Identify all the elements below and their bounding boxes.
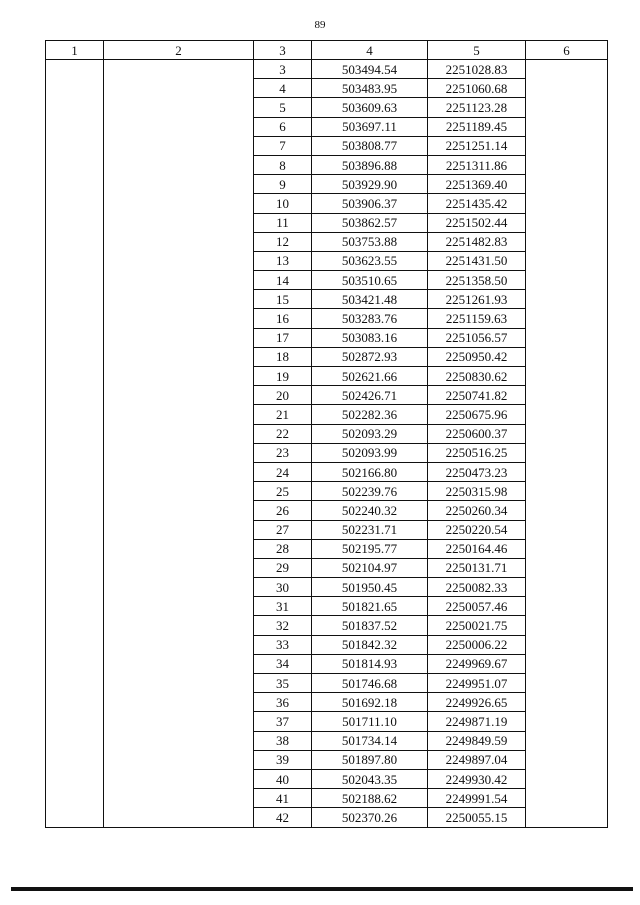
point-number-cell: 3: [254, 60, 312, 79]
y-coordinate-cell: 2250950.42: [428, 347, 526, 366]
y-coordinate-cell: 2249897.04: [428, 750, 526, 769]
point-number-cell: 15: [254, 290, 312, 309]
y-coordinate-cell: 2250315.98: [428, 482, 526, 501]
y-coordinate-cell: 2251435.42: [428, 194, 526, 213]
x-coordinate-cell: 501746.68: [312, 674, 428, 693]
x-coordinate-cell: 502188.62: [312, 789, 428, 808]
point-number-cell: 23: [254, 443, 312, 462]
x-coordinate-cell: 503510.65: [312, 271, 428, 290]
y-coordinate-cell: 2251261.93: [428, 290, 526, 309]
col-2-cell: [104, 60, 254, 828]
y-coordinate-cell: 2250164.46: [428, 539, 526, 558]
y-coordinate-cell: 2250082.33: [428, 578, 526, 597]
x-coordinate-cell: 501734.14: [312, 731, 428, 750]
point-number-cell: 42: [254, 808, 312, 827]
x-coordinate-cell: 503753.88: [312, 232, 428, 251]
x-coordinate-cell: 502231.71: [312, 520, 428, 539]
x-coordinate-cell: 502093.99: [312, 443, 428, 462]
x-coordinate-cell: 502872.93: [312, 347, 428, 366]
x-coordinate-cell: 502104.97: [312, 558, 428, 577]
x-coordinate-cell: 503697.11: [312, 117, 428, 136]
point-number-cell: 22: [254, 424, 312, 443]
x-coordinate-cell: 503929.90: [312, 175, 428, 194]
y-coordinate-cell: 2250220.54: [428, 520, 526, 539]
column-header-1: 1: [46, 41, 104, 60]
x-coordinate-cell: 501711.10: [312, 712, 428, 731]
point-number-cell: 30: [254, 578, 312, 597]
point-number-cell: 10: [254, 194, 312, 213]
coordinates-table: [45, 40, 608, 828]
y-coordinate-cell: 2249969.67: [428, 654, 526, 673]
point-number-cell: 41: [254, 789, 312, 808]
x-coordinate-cell: 502195.77: [312, 539, 428, 558]
x-coordinate-cell: 503283.76: [312, 309, 428, 328]
x-coordinate-cell: 503494.54: [312, 60, 428, 79]
page-number: 89: [314, 19, 326, 31]
x-coordinate-cell: 503421.48: [312, 290, 428, 309]
y-coordinate-cell: 2251189.45: [428, 117, 526, 136]
header-row: [46, 41, 608, 60]
y-coordinate-cell: 2251028.83: [428, 60, 526, 79]
y-coordinate-cell: 2251123.28: [428, 98, 526, 117]
point-number-cell: 36: [254, 693, 312, 712]
y-coordinate-cell: 2250516.25: [428, 443, 526, 462]
column-header-4: 4: [312, 41, 428, 60]
x-coordinate-cell: 501814.93: [312, 654, 428, 673]
x-coordinate-cell: 503906.37: [312, 194, 428, 213]
x-coordinate-cell: 503623.55: [312, 251, 428, 270]
y-coordinate-cell: 2250830.62: [428, 367, 526, 386]
point-number-cell: 19: [254, 367, 312, 386]
column-header-3: 3: [254, 41, 312, 60]
y-coordinate-cell: 2249926.65: [428, 693, 526, 712]
y-coordinate-cell: 2251311.86: [428, 155, 526, 174]
point-number-cell: 12: [254, 232, 312, 251]
y-coordinate-cell: 2250131.71: [428, 558, 526, 577]
x-coordinate-cell: 502043.35: [312, 769, 428, 788]
y-coordinate-cell: 2250057.46: [428, 597, 526, 616]
point-number-cell: 6: [254, 117, 312, 136]
x-coordinate-cell: 501692.18: [312, 693, 428, 712]
point-number-cell: 40: [254, 769, 312, 788]
y-coordinate-cell: 2251431.50: [428, 251, 526, 270]
y-coordinate-cell: 2249991.54: [428, 789, 526, 808]
point-number-cell: 8: [254, 155, 312, 174]
y-coordinate-cell: 2251060.68: [428, 79, 526, 98]
y-coordinate-cell: 2251502.44: [428, 213, 526, 232]
column-header-2: 2: [104, 41, 254, 60]
x-coordinate-cell: 502240.32: [312, 501, 428, 520]
x-coordinate-cell: 503083.16: [312, 328, 428, 347]
point-number-cell: 4: [254, 79, 312, 98]
x-coordinate-cell: 502093.29: [312, 424, 428, 443]
point-number-cell: 20: [254, 386, 312, 405]
y-coordinate-cell: 2250600.37: [428, 424, 526, 443]
x-coordinate-cell: 502370.26: [312, 808, 428, 827]
x-coordinate-cell: 502282.36: [312, 405, 428, 424]
point-number-cell: 24: [254, 462, 312, 481]
point-number-cell: 32: [254, 616, 312, 635]
x-coordinate-cell: 502166.80: [312, 462, 428, 481]
x-coordinate-cell: 501842.32: [312, 635, 428, 654]
y-coordinate-cell: 2250473.23: [428, 462, 526, 481]
y-coordinate-cell: 2250021.75: [428, 616, 526, 635]
point-number-cell: 37: [254, 712, 312, 731]
y-coordinate-cell: 2251369.40: [428, 175, 526, 194]
x-coordinate-cell: 503609.63: [312, 98, 428, 117]
y-coordinate-cell: 2250260.34: [428, 501, 526, 520]
point-number-cell: 27: [254, 520, 312, 539]
x-coordinate-cell: 502426.71: [312, 386, 428, 405]
y-coordinate-cell: 2251056.57: [428, 328, 526, 347]
x-coordinate-cell: 501821.65: [312, 597, 428, 616]
y-coordinate-cell: 2251251.14: [428, 136, 526, 155]
point-number-cell: 33: [254, 635, 312, 654]
y-coordinate-cell: 2249951.07: [428, 674, 526, 693]
y-coordinate-cell: 2250055.15: [428, 808, 526, 827]
y-coordinate-cell: 2249849.59: [428, 731, 526, 750]
point-number-cell: 16: [254, 309, 312, 328]
point-number-cell: 29: [254, 558, 312, 577]
point-number-cell: 28: [254, 539, 312, 558]
point-number-cell: 31: [254, 597, 312, 616]
x-coordinate-cell: 502621.66: [312, 367, 428, 386]
x-coordinate-cell: 503483.95: [312, 79, 428, 98]
x-coordinate-cell: 503808.77: [312, 136, 428, 155]
y-coordinate-cell: 2250741.82: [428, 386, 526, 405]
point-number-cell: 13: [254, 251, 312, 270]
x-coordinate-cell: 501837.52: [312, 616, 428, 635]
x-coordinate-cell: 503862.57: [312, 213, 428, 232]
point-number-cell: 11: [254, 213, 312, 232]
x-coordinate-cell: 502239.76: [312, 482, 428, 501]
y-coordinate-cell: 2249871.19: [428, 712, 526, 731]
y-coordinate-cell: 2250006.22: [428, 635, 526, 654]
point-number-cell: 18: [254, 347, 312, 366]
y-coordinate-cell: 2251482.83: [428, 232, 526, 251]
col-6-cell: [526, 60, 608, 828]
point-number-cell: 14: [254, 271, 312, 290]
y-coordinate-cell: 2251358.50: [428, 271, 526, 290]
point-number-cell: 9: [254, 175, 312, 194]
point-number-cell: 21: [254, 405, 312, 424]
point-number-cell: 34: [254, 654, 312, 673]
point-number-cell: 5: [254, 98, 312, 117]
y-coordinate-cell: 2251159.63: [428, 309, 526, 328]
point-number-cell: 26: [254, 501, 312, 520]
bottom-rule: [11, 887, 633, 891]
point-number-cell: 35: [254, 674, 312, 693]
point-number-cell: 25: [254, 482, 312, 501]
table-row: [46, 60, 608, 79]
column-header-5: 5: [428, 41, 526, 60]
point-number-cell: 7: [254, 136, 312, 155]
column-header-6: 6: [526, 41, 608, 60]
y-coordinate-cell: 2250675.96: [428, 405, 526, 424]
point-number-cell: 38: [254, 731, 312, 750]
x-coordinate-cell: 503896.88: [312, 155, 428, 174]
point-number-cell: 17: [254, 328, 312, 347]
y-coordinate-cell: 2249930.42: [428, 769, 526, 788]
x-coordinate-cell: 501897.80: [312, 750, 428, 769]
x-coordinate-cell: 501950.45: [312, 578, 428, 597]
col-1-cell: [46, 60, 104, 828]
point-number-cell: 39: [254, 750, 312, 769]
